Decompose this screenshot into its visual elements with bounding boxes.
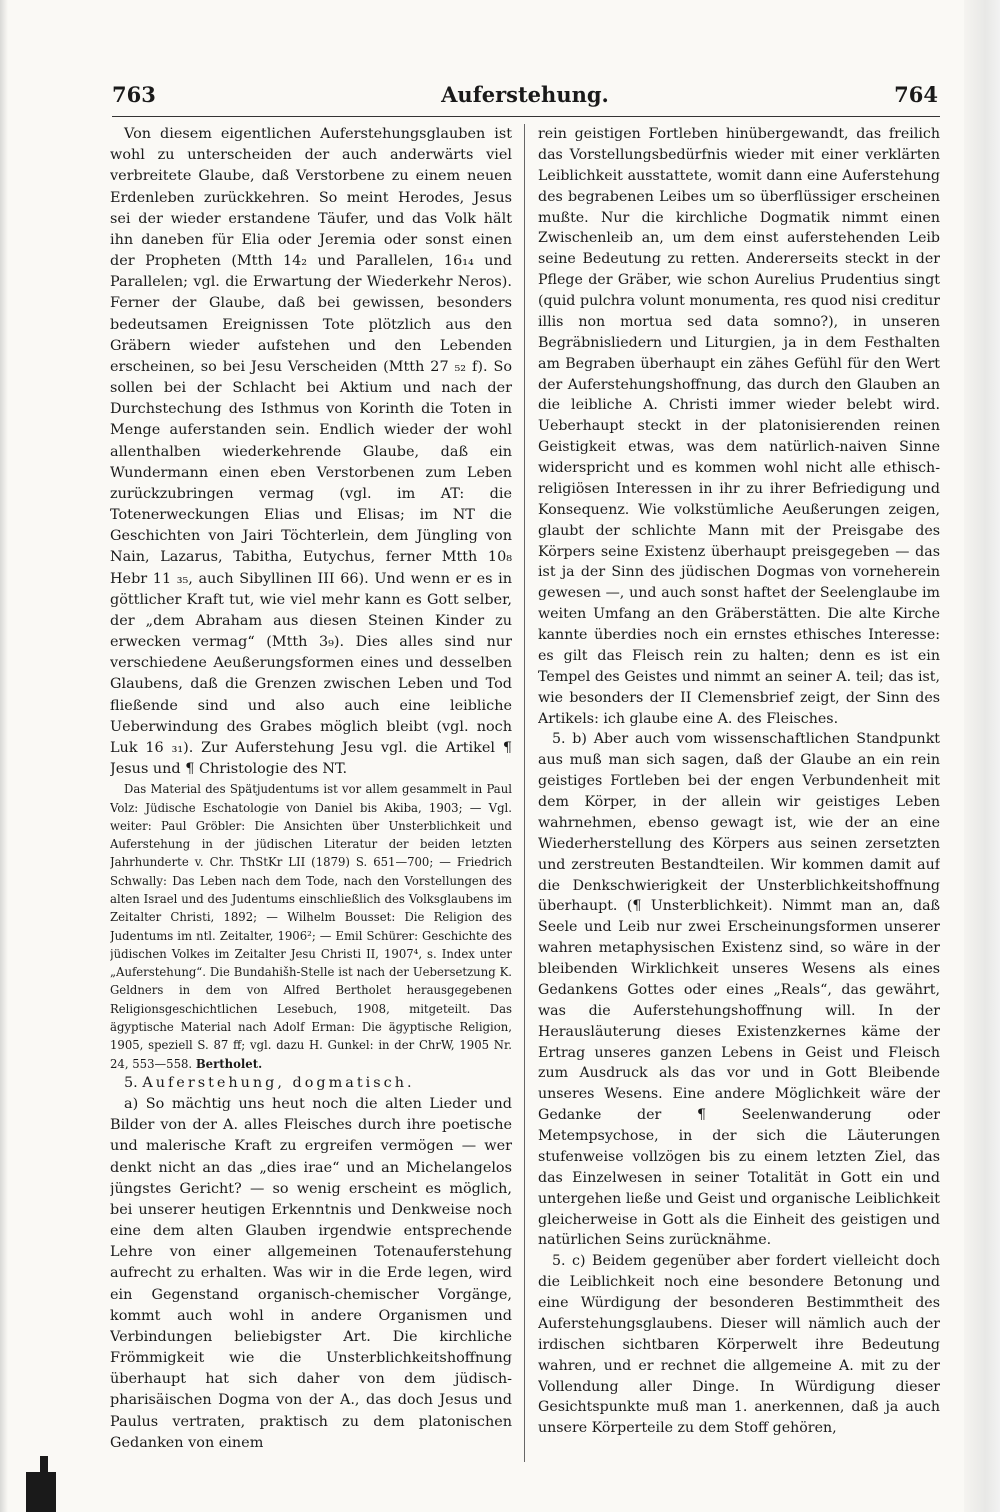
page-edge-shadow-right	[964, 0, 1000, 1512]
page-edge-shadow-left	[0, 0, 8, 1512]
literature-note	[110, 780, 512, 1073]
page-number-right: 764	[894, 82, 938, 107]
page-header	[112, 82, 938, 114]
left-column	[110, 124, 512, 1454]
paragraph-5a: a) So mächtig uns heut noch die alten Lieder und Bilder von der A. alles Fleisches durch ihre poetische und malerische Kraft zu ergreifen vermögen — wer denkt nicht an das „dies irae“ und an Michelangelos jüngstes Gericht? — so wenig erscheint es möglich, bei unserer heutigen Erkenntnis und Denkweise noch eine dem alten Glauben irgendwie entsprechende Lehre von einer allgemeinen Totenauferstehung aufrecht zu erhalten. Was wir in die Erde legen, wird ein Gegenstand organisch-chemischer Vorgänge, kommt auch wohl in andere Organismen und Verbindungen beliebigster Art. Die kirchliche Frömmigkeit wie die Unsterblichkeitshoffnung überhaupt hat sich daher von dem jüdisch-pharisäischen Dogma von der A., das doch Jesus und Paulus vertraten, praktisch zu dem platonischen Gedanken von einem	[110, 1096, 512, 1451]
running-title: Auferstehung.	[441, 82, 609, 107]
paragraph-5c: 5. c) Beidem gegenüber aber fordert vielleicht doch die Leiblichkeit noch eine besondere Betonung und eine Würdigung der besonderen Bestimmtheit des Auferstehungsglaubens. Dieser will nämlich auch der irdischen sichtbaren Körperwelt ihre Bedeutung wahren, und er rechnet die allgemeine A. mit zu der Vollendung aller Dinge. In Würdigung dieser Gesichtspunkte muß man 1. anerkennen, daß ja auch unsere Körperteile zu dem Stoff gehören,	[538, 1253, 940, 1437]
literature-text: Das Material des Spätjudentums ist vor allem gesammelt in Paul Volz: Jüdische Eschatologie von Daniel bis Akiba, 1903; — Vgl. weiter: Paul Gröbler: Die Ansichten über Unsterblichkeit und Auferstehung in der jüdischen Literatur der beiden letzten Jahrhunderte v. Chr. ThStKr LII (1879) S. 651—700; — Friedrich Schwally: Das Leben nach dem Tode, nach den Vorstellungen des alten Israel und des Judentums einschließlich des Volksglaubens im Zeitalter Christi, 1892; — Wilhelm Bousset: Die Religion des Judentums im ntl. Zeitalter, 1906²; — Emil Schürer: Geschichte des jüdischen Volkes im Zeitalter Jesu Christi II, 1907⁴, s. Index unter „Auferstehung“. Die Bundahišh-Stelle ist nach der Uebersetzung K. Geldners in dem von Alfred Bertholet herausgegebenen Religionsgeschichtlichen Lesebuch, 1908, mitgeteilt. Das ägyptische Material nach Adolf Erman: Die ägyptische Religion, 1905, speziell S. 87 ff; vgl. dazu H. Gunkel: in der ChrW, 1905 Nr. 24, 553—558.	[110, 782, 512, 1071]
paragraph-continuation: rein geistigen Fortleben hinübergewandt, das freilich das Vorstellungsbedürfnis wieder mit einer verklärten Leiblichkeit ausstattete, womit dann eine Auferstehung des begrabenen Leibes um so überflüssiger erscheinen mußte. Nur die kirchliche Dogmatik nimmt einen Zwischenleib an, um dem einst auferstehenden Leib seine Bedeutung zu retten. Andererseits steckt in der Pflege der Gräber, wie schon Aurelius Prudentius singt (quid pulchra volunt monumenta, res quod nisi creditur illis non mortua sed data somno?), in unseren Begräbnisliedern und Liturgien, ja in dem Festhalten am Begraben überhaupt ein zähes Gefühl für den Wert der Auferstehungshoffnung, das durch den Glauben an die leibliche A. Christi immer wieder belebt wird. Ueberhaupt steckt in der platonisierenden reinen Geistigkeit etwas, was dem natürlich-naiven Sinne widerspricht und es kommen wohl nicht alle ethisch-religiösen Interessen in ihr zu ihrer Befriedigung und Konsequenz. Wie volkstümliche Aeußerungen zeigen, glaubt der schlichte Mann mit der Preisgabe des Körpers seine Existenz überhaupt preisgegeben — das ist ja der Sinn des jüdischen Dogmas von vorneherein gewesen —, und auch sonst haftet der Seelenglaube im weiten Umfang an den Gräberstätten. Die alte Kirche kannte überdies noch ein ernstes ethisches Interesse: es gilt das Fleisch rein zu halten; denn es ist ein Tempel des Geistes und nimmt an seiner A. teil; das ist, wie besonders der II Clemensbrief zeigt, der Sinn des Artikels: ich glaube eine A. des Fleisches.	[538, 126, 940, 727]
scan-corner-artifact	[40, 1456, 48, 1472]
section-title: Auferstehung, dogmatisch.	[142, 1074, 415, 1091]
column-divider	[524, 124, 525, 1462]
right-column	[538, 124, 940, 1439]
author-signature: Bertholet.	[195, 1056, 263, 1071]
paragraph-5b: 5. b) Aber auch vom wissenschaftlichen Standpunkt aus muß man sich sagen, daß der Glaube an ein rein geistiges Fortleben bei der engen Verbundenheit mit dem Körper, in der allein wir geistiges Leben wahrnehmen, ebenso gewagt ist, wie der an eine Wiederherstellung des Körpers aus seinen zersetzten und zerstreuten Bestandteilen. Wir kommen damit auf die Denkschwierigkeit der Unsterblichkeitshoffnung überhaupt. (¶ Unsterblichkeit). Nimmt man an, daß Seele und Leib nur zwei Erscheinungsformen unserer wahren metaphysischen Existenz sind, so wäre in der bleibenden Wirklichkeit unseres Wesens als eines Gedankens Gottes oder eines „Reals“, das gewährt, was die Auferstehungshoffnung will. In der Herausläuterung dieses Existenzkernes käme der Ertrag unseres ganzen Lebens in Geist und Fleisch zum Ausdruck als das vor und in Gott Bleibende unseres Wesens. Eine andere Möglichkeit wäre der Gedanke der ¶ Seelenwanderung oder Metempsychose, in der sich die Läuterungen stufenweise vollzögen bis zu einem letzten Ziel, das das Einzelwesen in seiner Totalität in Gott ein und untergehen ließe und Geist und organische Leiblichkeit gleicherweise in Gott als die Einheit des geistigen und natürlichen Seins zurücknähme.	[538, 731, 940, 1249]
paragraph-popular-belief: Von diesem eigentlichen Auferstehungsglauben ist wohl zu unterscheiden der auch anderwärts viel verbreitete Glaube, daß Verstorbene zu einem neuen Erdenleben zurückkehren. So meint Herodes, Jesus sei der wieder erstandene Täufer, und das Volk hält ihn daneben für Elia oder Jeremia oder sonst einen der Propheten (Mtth 14₂ und Parallelen, 16₁₄ und Parallelen; vgl. die Erwartung der Wiederkehr Neros). Ferner der Glaube, daß bei gewissen, besonders bedeutsamen Ereignissen Tote plötzlich aus den Gräbern wieder aufstehen und den Lebenden erscheinen, so bei Jesu Verscheiden (Mtth 27 ₅₂ f). So sollen bei der Schlacht bei Aktium und nach der Durchstechung des Isthmus von Korinth die Toten in Menge auferstanden sein. Endlich wieder der wohl allenthalben wiederkehrende Glaube, daß ein Wundermann einen eben Verstorbenen zum Leben zurückzubringen vermag (vgl. im AT: die Totenerweckungen Elias und Elisas; im NT die Geschichten von Jairi Töchterlein, dem Jüngling von Nain, Lazarus, Tabitha, Eutychus, ferner Mtth 10₈ Hebr 11 ₃₅, auch Sibyllinen III 66). Und wenn er es in göttlicher Kraft tut, wie viel mehr kann es Gott selber, der „dem Abraham aus diesen Steinen Kinder zu erwecken vermag“ (Mtth 3₉). Dies alles sind nur verschiedene Aeußerungsformen eines und desselben Glaubens, daß die Grenzen zwischen Leben und Tod fließende sind und also auch eine leibliche Ueberwindung des Grabes möglich bleibt (vgl. noch Luk 16 ₃₁). Zur Auferstehung Jesu vgl. die Artikel ¶ Jesus und ¶ Christologie des NT.	[110, 126, 512, 778]
section-number: 5.	[124, 1074, 138, 1091]
section-heading	[110, 1073, 512, 1094]
page-number-left: 763	[112, 82, 156, 107]
scan-corner-artifact	[26, 1472, 56, 1512]
header-rule	[112, 116, 940, 117]
